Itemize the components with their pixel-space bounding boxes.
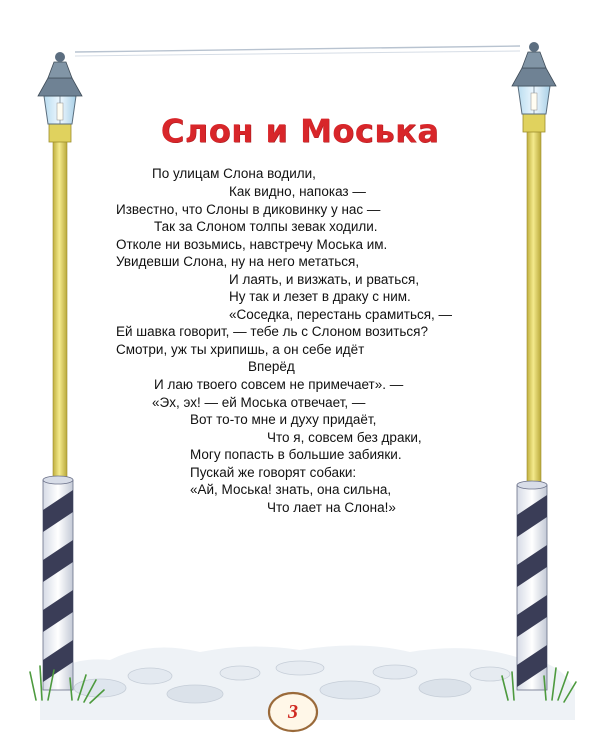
poem-line: Смотри, уж ты хрипишь, а он себе идёт (116, 342, 365, 357)
poem-line: Так за Слоном толпы зевак ходили. (154, 219, 378, 234)
poem-line: Как видно, напоказ — (229, 184, 366, 199)
poem-line: И лаю твоего совсем не примечает». — (154, 377, 404, 392)
poem-line: Вот то-то мне и духу придаёт, (190, 412, 377, 427)
poem-line: «Эх, эх! — ей Моська отвечает, — (152, 395, 366, 410)
poem-line: По улицам Слона водили, (152, 166, 316, 181)
poem-line: Пускай же говорят собаки: (190, 465, 357, 480)
poem-line: Что лает на Слона!» (267, 500, 396, 515)
poem-line: Ей шавка говорит, — тебе ль с Слоном возиться? (116, 324, 428, 339)
poem-title: Слон и Моська (160, 112, 440, 150)
poem-line: «Соседка, перестань срамиться, — (229, 307, 453, 322)
poem-line: Известно, что Слоны в диковинку у нас — (116, 202, 381, 217)
poem-line: Что я, совсем без драки, (267, 430, 422, 445)
poem-line: Вперёд (248, 359, 295, 374)
poem-line: Ну так и лезет в драку с ним. (229, 289, 411, 304)
poem-line: Могу попасть в большие забияки. (190, 447, 402, 462)
poem-line: И лаять, и визжать, и рваться, (229, 272, 420, 287)
poem-line: Увидевши Слона, ну на него метаться, (116, 254, 360, 269)
poem-line: «Ай, Моська! знать, она сильна, (190, 482, 392, 497)
poem-line: Отколе ни возьмись, навстречу Моська им. (116, 237, 388, 252)
page-number: 3 (288, 701, 298, 723)
